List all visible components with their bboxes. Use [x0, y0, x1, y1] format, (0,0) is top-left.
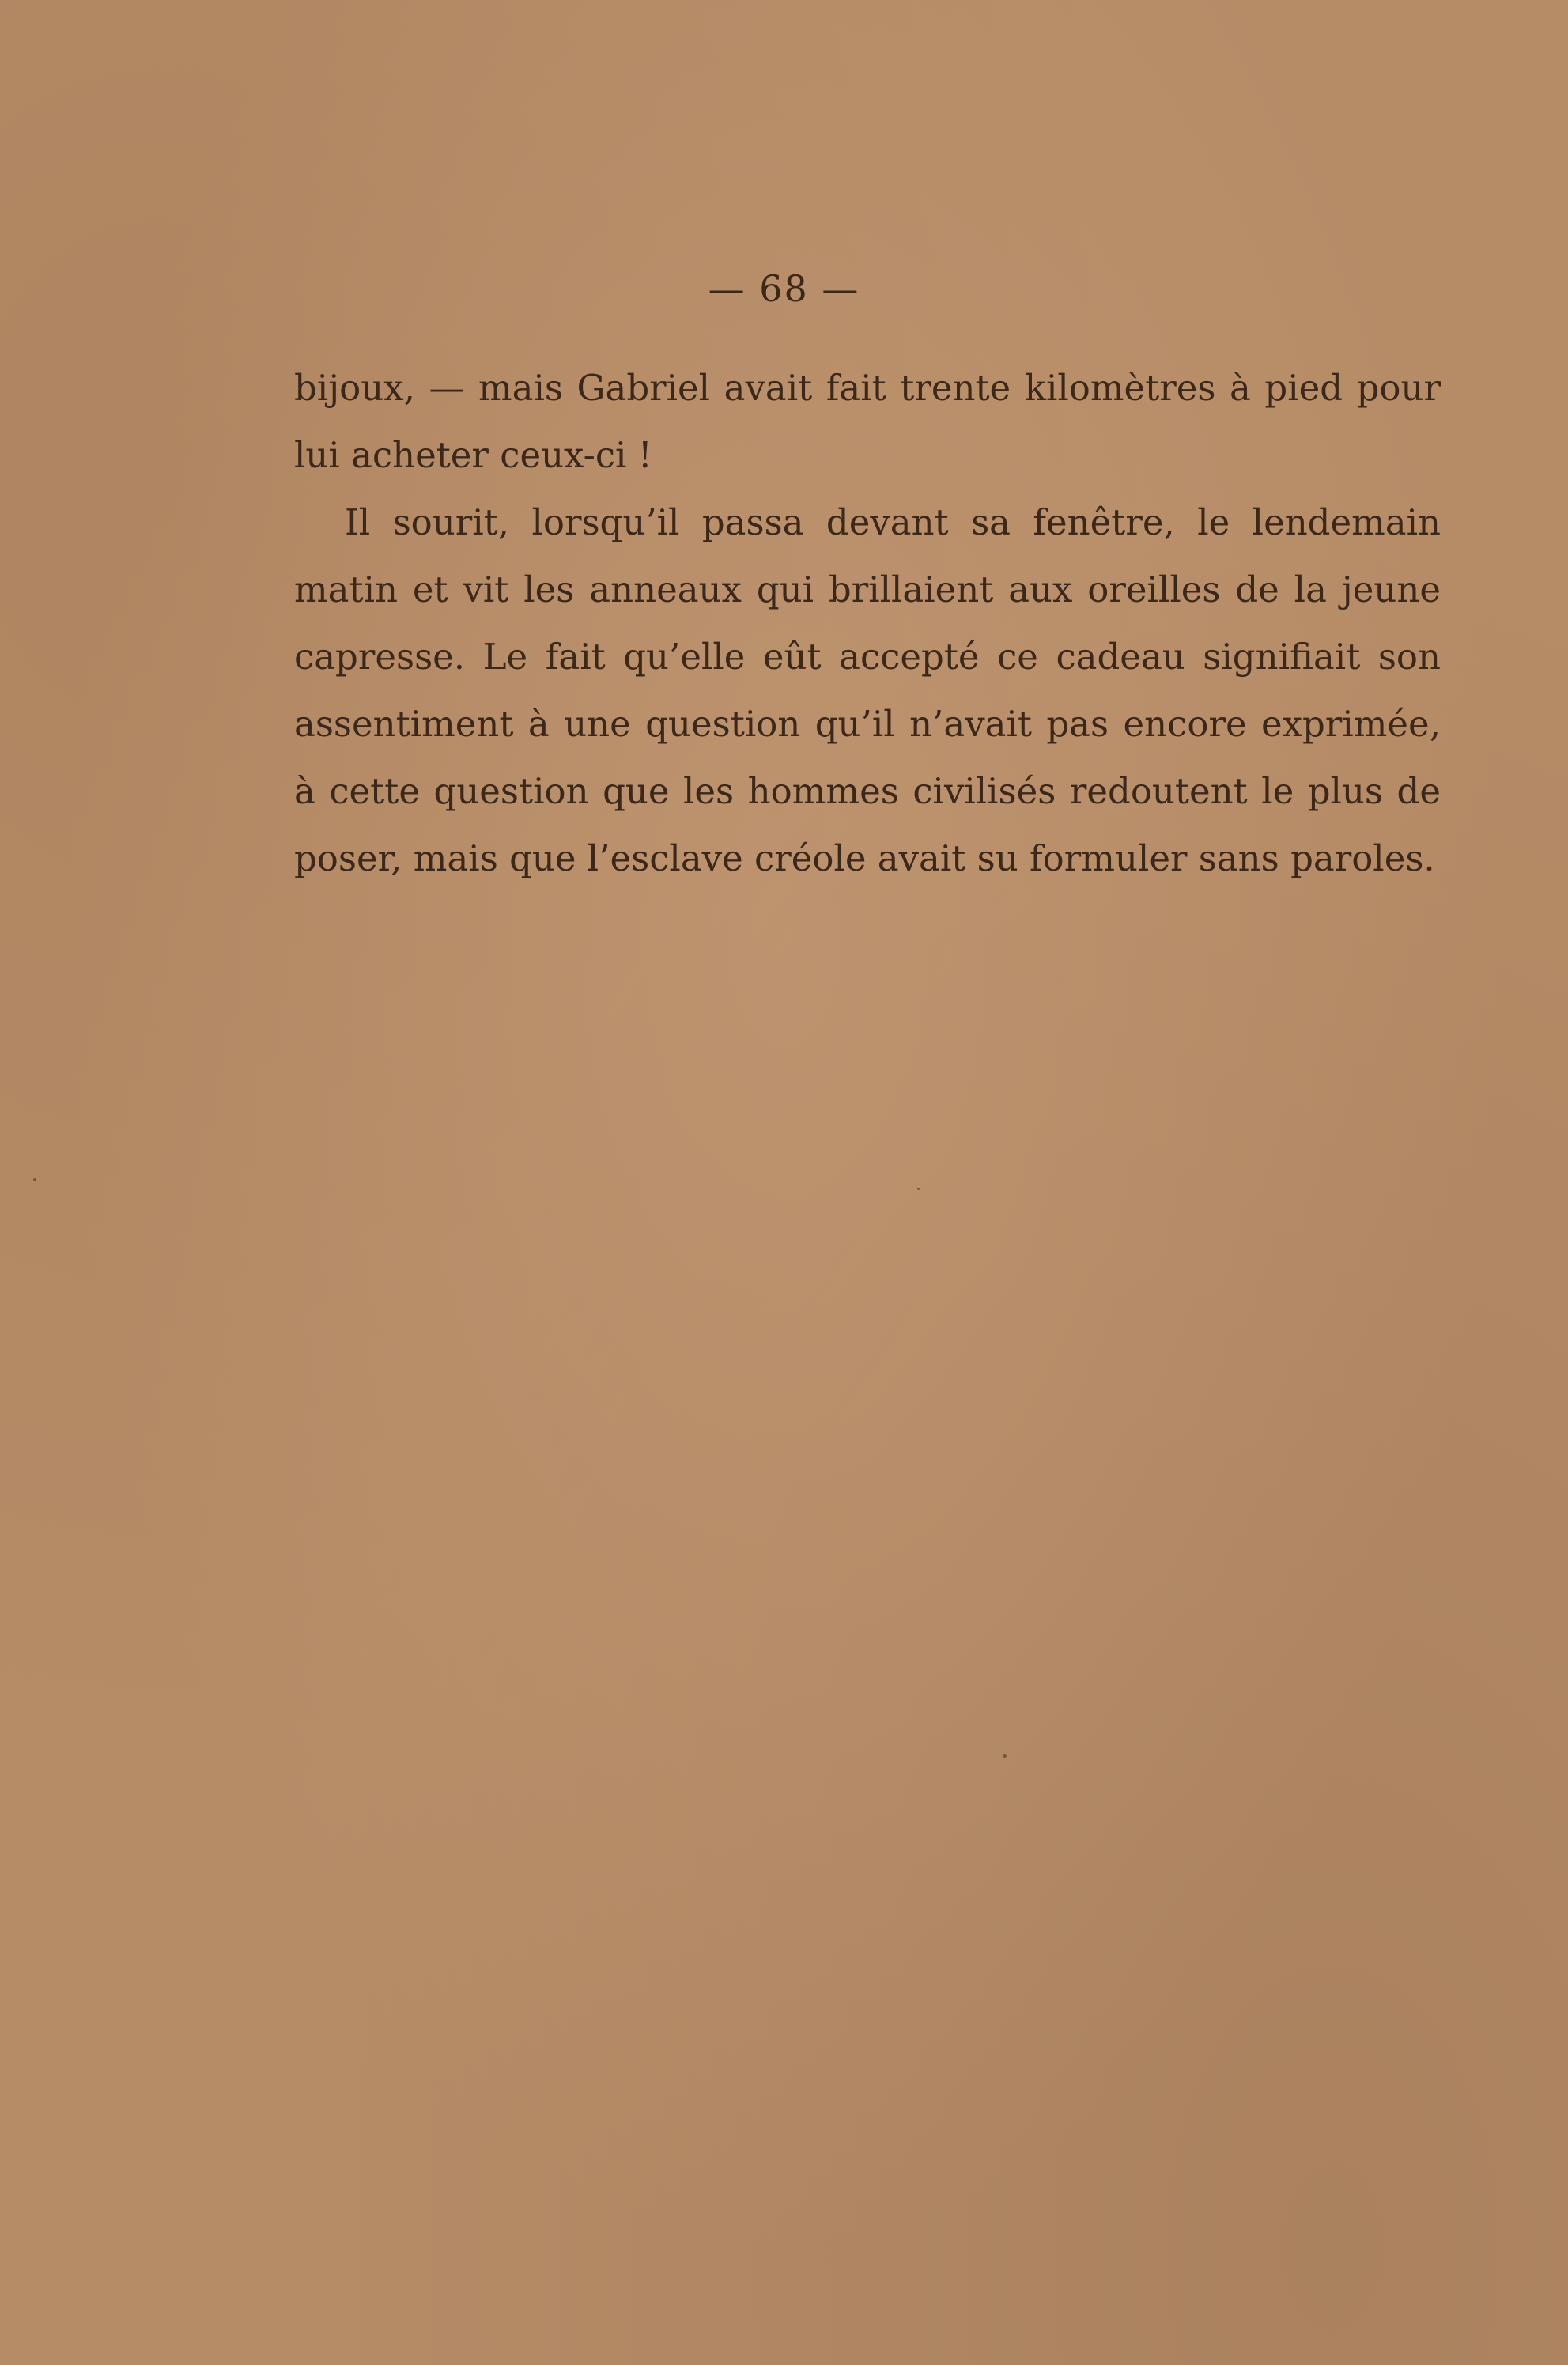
paragraph-main: Il sourit, lorsqu’il passa devant sa fenêtre, le lendemain matin et vit les anneaux qui brillaient aux oreilles de la jeune capresse. Le fait qu’elle eût accepté ce cadeau signifiait son assentiment à une question qu’il n’avait pas encore exprimée, à cette question que les hommes civilisés redoutent le plus de poser, mais que l’esclave créole avait su formuler sans paroles. [294, 501, 1441, 879]
paper-speck [1003, 1754, 1007, 1758]
paper-speck [917, 1188, 920, 1190]
page-number: — 68 — [708, 267, 860, 310]
body-text [294, 354, 1441, 892]
paper-speck [33, 1178, 36, 1181]
paragraph-continued: bijoux, — mais Gabriel avait fait trente kilomètres à pied pour lui acheter ceux-ci ! [294, 367, 1441, 476]
